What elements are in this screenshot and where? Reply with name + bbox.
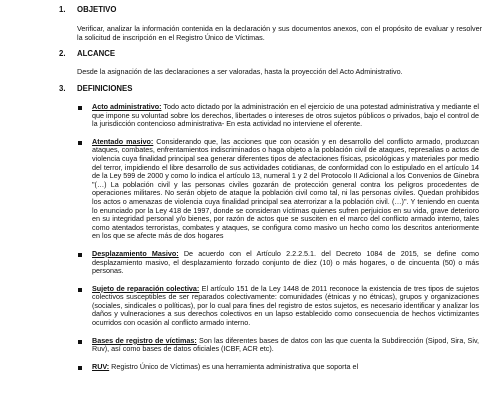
definition-text: Todo acto dictado por la administración en el ejercicio de una potestad administrativa y mediante el que impone su voluntad sobre los derechos, libertades o intereses de otros sujetos públicos o privados, bajo el control de la jurisdicción contencioso administrativa- En esta actividad no interviene el oferente. bbox=[92, 102, 479, 129]
section-title: ALCANCE bbox=[77, 49, 116, 58]
bullet-icon bbox=[78, 340, 82, 344]
definition-item bbox=[0, 138, 479, 241]
definition-item bbox=[0, 250, 479, 276]
section-text: Desde la asignación de las declaraciones a ser valoradas, hasta la proyección del Acto Administrativo. bbox=[77, 67, 403, 76]
section-number: 1. bbox=[59, 5, 66, 14]
section-title: OBJETIVO bbox=[77, 5, 117, 14]
definition-text: Registro Único de Víctimas) es una herramienta administrativa que soporta el bbox=[109, 361, 359, 371]
definition-term: Bases de registro de víctimas: bbox=[92, 335, 197, 345]
bullet-icon bbox=[78, 288, 82, 292]
bullet-icon bbox=[78, 106, 82, 110]
definition-item bbox=[0, 285, 479, 328]
section-number: 2. bbox=[59, 49, 66, 58]
section-text: Verificar, analizar la información contenida en la declaración y sus documentos anexos, con el propósito de evaluar y resolver la solicitud de inscripción en el Registro Único de Víctimas. bbox=[77, 24, 482, 42]
bullet-icon bbox=[78, 141, 82, 145]
section-number: 3. bbox=[59, 84, 66, 93]
section-title: DEFINICIONES bbox=[77, 84, 133, 93]
definition-text: De acuerdo con el Artículo 2.2.2.5.1. del Decreto 1084 de 2015, se define como desplazamiento masivo, el desplazamiento forzado conjunto de diez (10) o más hogares, o de cincuenta (50) o más personas. bbox=[92, 248, 479, 276]
definition-term: Desplazamiento Masivo: bbox=[92, 248, 179, 258]
definition-term: Atentado masivo: bbox=[92, 136, 154, 146]
definition-item bbox=[0, 103, 479, 129]
definition-term: Acto administrativo: bbox=[92, 102, 162, 111]
definitions-list bbox=[0, 103, 499, 380]
definition-term: RUV: bbox=[92, 361, 110, 371]
definition-item bbox=[0, 337, 479, 354]
definition-text: El artículo 151 de la Ley 1448 de 2011 reconoce la existencia de tres tipos de sujetos colectivos susceptibles de ser reparados colectivamente: comunidades (étnicas y no étnicas), grupos y organizaciones (sociales, sindicales o políticas), por lo cual para fines del registro de estos sujetos, es necesario identificar y analizar los daños y vulneraciones a sus derechos colectivos en un lapso establecido como consecuencia de hechos victimizantes ocurridos con ocasión al conflicto armado interno. bbox=[92, 283, 479, 328]
definition-text: Son las diferentes bases de datos con las que cuenta la Subdirección (Sipod, Sira, Siv, Ruv), así como bases de datos oficiales (ICBF, ACR etc). bbox=[92, 335, 479, 354]
definition-item bbox=[0, 363, 479, 372]
bullet-icon bbox=[78, 366, 82, 370]
definition-term: Sujeto de reparación colectiva: bbox=[92, 283, 200, 293]
definition-text: Considerando que, las acciones que con ocasión y en desarrollo del conflicto armado, produzcan ataques, combates, enfrentamientos indiscriminados o haga objeto a la población civil de ataques, represalias o actos de violencia cuya finalidad principal sea generar diferentes tipos de afectaciones físicas, psicológicas y materiales por medio del terror, impidiendo el libre desarrollo de sus actividades cotidianas, de conformidad con lo estipulado en el artículo 14 de la Ley 599 de 2000 y como lo indica el artículo 13, numeral 1 y 2 del Protocolo II Adicional a los Convenios de Ginebra "(…) La población civil y las personas civiles gozarán de protección general contra los peligros procedentes de operaciones militares. No serán objeto de ataque la población civil como tal, ni las personas civiles. Quedan prohibidos los actos o amenazas de violencia cuya finalidad principal sea aterrorizar a la población civil. (…)". Y teniendo en cuenta lo enunciado por la Ley 418 de 1997, donde se consideran víctimas quienes sufren perjuicios en su vida, grave deterioro en su integridad personal y/o bienes, por razón de actos que se susciten en el marco del conflicto armado interno, tales como atentados terroristas, combates y ataques, se configura como masivo un hecho como los descritos anteriormente en los que se afecte más de dos hogares bbox=[92, 136, 479, 241]
bullet-icon bbox=[78, 253, 82, 257]
